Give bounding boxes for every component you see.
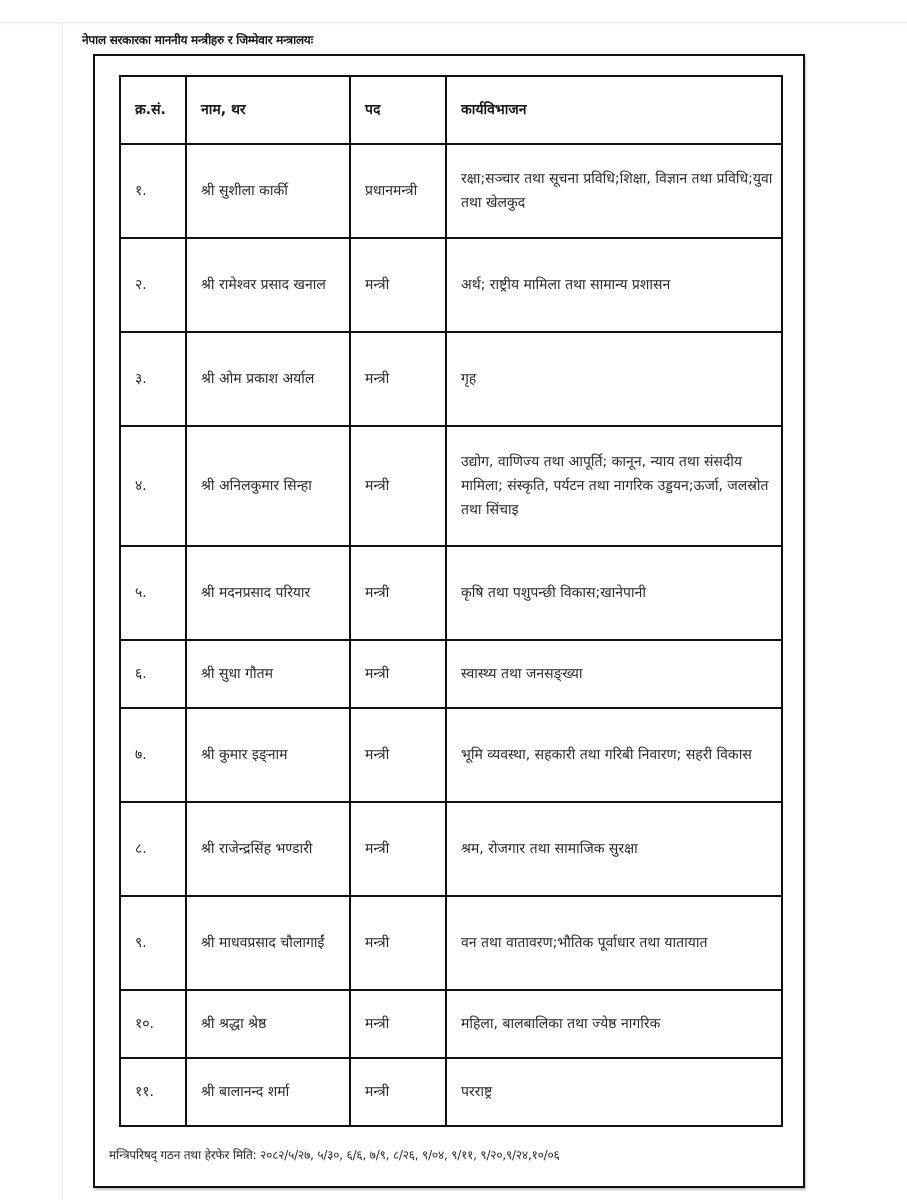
document-title: नेपाल सरकारका माननीय मन्त्रीहरु र जिम्मेवार मन्त्रालयः (82, 33, 313, 47)
portfolio-cell: श्रम, रोजगार तथा सामाजिक सुरक्षा (446, 802, 782, 896)
header-serial: क्र.सं. (120, 76, 186, 144)
minister-name-cell: श्री राजेन्द्रसिंह भण्डारी (186, 802, 350, 896)
minister-name-cell: श्री ओम प्रकाश अर्याल (186, 332, 350, 426)
minister-name-cell: श्री माधवप्रसाद चौलागाईं (186, 896, 350, 990)
minister-name-cell: श्री बालानन्द शर्मा (186, 1058, 350, 1126)
post-cell: मन्त्री (350, 1058, 446, 1126)
serial-cell: ७. (120, 708, 186, 802)
minister-name-cell: श्री सुधा गौतम (186, 640, 350, 708)
table-row (120, 1058, 782, 1126)
top-toolbar-strip (0, 0, 907, 23)
post-cell: मन्त्री (350, 546, 446, 640)
portfolio-cell: गृह (446, 332, 782, 426)
post-cell: मन्त्री (350, 238, 446, 332)
cabinet-formation-dates-note: मन्त्रिपरिषद् गठन तथा हेरफेर मिति: २०८२/५/२७, ५/३०, ६/६, ७/९, ८/२६, ९/०४, ९/११, ९/२०,९/२४,१०/०६ (109, 1148, 560, 1162)
table-row (120, 990, 782, 1058)
serial-cell: २. (120, 238, 186, 332)
minister-name-cell: श्री अनिलकुमार सिन्हा (186, 426, 350, 546)
post-cell: मन्त्री (350, 708, 446, 802)
post-cell: मन्त्री (350, 896, 446, 990)
table-row (120, 426, 782, 546)
minister-name-cell: श्री रामेश्वर प्रसाद खनाल (186, 238, 350, 332)
table-row (120, 332, 782, 426)
minister-name-cell: श्री मदनप्रसाद परियार (186, 546, 350, 640)
post-cell: मन्त्री (350, 802, 446, 896)
minister-name-cell: श्री कुमार इङ्नाम (186, 708, 350, 802)
post-cell: मन्त्री (350, 640, 446, 708)
serial-cell: ९. (120, 896, 186, 990)
table-row (120, 802, 782, 896)
post-cell: मन्त्री (350, 426, 446, 546)
post-cell: मन्त्री (350, 332, 446, 426)
table-row (120, 640, 782, 708)
header-name: नाम, थर (186, 76, 350, 144)
table-header-row (120, 76, 782, 144)
portfolio-cell: भूमि व्यवस्था, सहकारी तथा गरिबी निवारण; सहरी विकास (446, 708, 782, 802)
minister-name-cell: श्री श्रद्धा श्रेष्ठ (186, 990, 350, 1058)
post-cell: मन्त्री (350, 990, 446, 1058)
header-portfolio: कार्यविभाजन (446, 76, 782, 144)
table-row (120, 144, 782, 238)
portfolio-cell: परराष्ट्र (446, 1058, 782, 1126)
portfolio-cell: कृषि तथा पशुपन्छी विकास;खानेपानी (446, 546, 782, 640)
cabinet-table (119, 75, 783, 1127)
serial-cell: ४. (120, 426, 186, 546)
page-left-edge (62, 23, 63, 1200)
minister-name-cell: श्री सुशीला कार्की (186, 144, 350, 238)
portfolio-cell: अर्थ; राष्ट्रीय मामिला तथा सामान्य प्रशासन (446, 238, 782, 332)
table-row (120, 708, 782, 802)
portfolio-cell: रक्षा;सञ्चार तथा सूचना प्रविधि;शिक्षा, विज्ञान तथा प्रविधि;युवा तथा खेलकुद (446, 144, 782, 238)
portfolio-cell: वन तथा वातावरण;भौतिक पूर्वाधार तथा यातायात (446, 896, 782, 990)
serial-cell: ३. (120, 332, 186, 426)
table-row (120, 238, 782, 332)
post-cell: प्रधानमन्त्री (350, 144, 446, 238)
serial-cell: १. (120, 144, 186, 238)
serial-cell: ५. (120, 546, 186, 640)
portfolio-cell: उद्योग, वाणिज्य तथा आपूर्ति; कानून, न्याय तथा संसदीय मामिला; संस्कृति, पर्यटन तथा नागरिक उड्डयन;ऊर्जा, जलस्रोत तथा सिंचाइ (446, 426, 782, 546)
table-row (120, 896, 782, 990)
serial-cell: ६. (120, 640, 186, 708)
serial-cell: १०. (120, 990, 186, 1058)
portfolio-cell: महिला, बालबालिका तथा ज्येष्ठ नागरिक (446, 990, 782, 1058)
portfolio-cell: स्वास्थ्य तथा जनसङ्ख्या (446, 640, 782, 708)
table-row (120, 546, 782, 640)
serial-cell: ८. (120, 802, 186, 896)
serial-cell: ११. (120, 1058, 186, 1126)
header-post: पद (350, 76, 446, 144)
